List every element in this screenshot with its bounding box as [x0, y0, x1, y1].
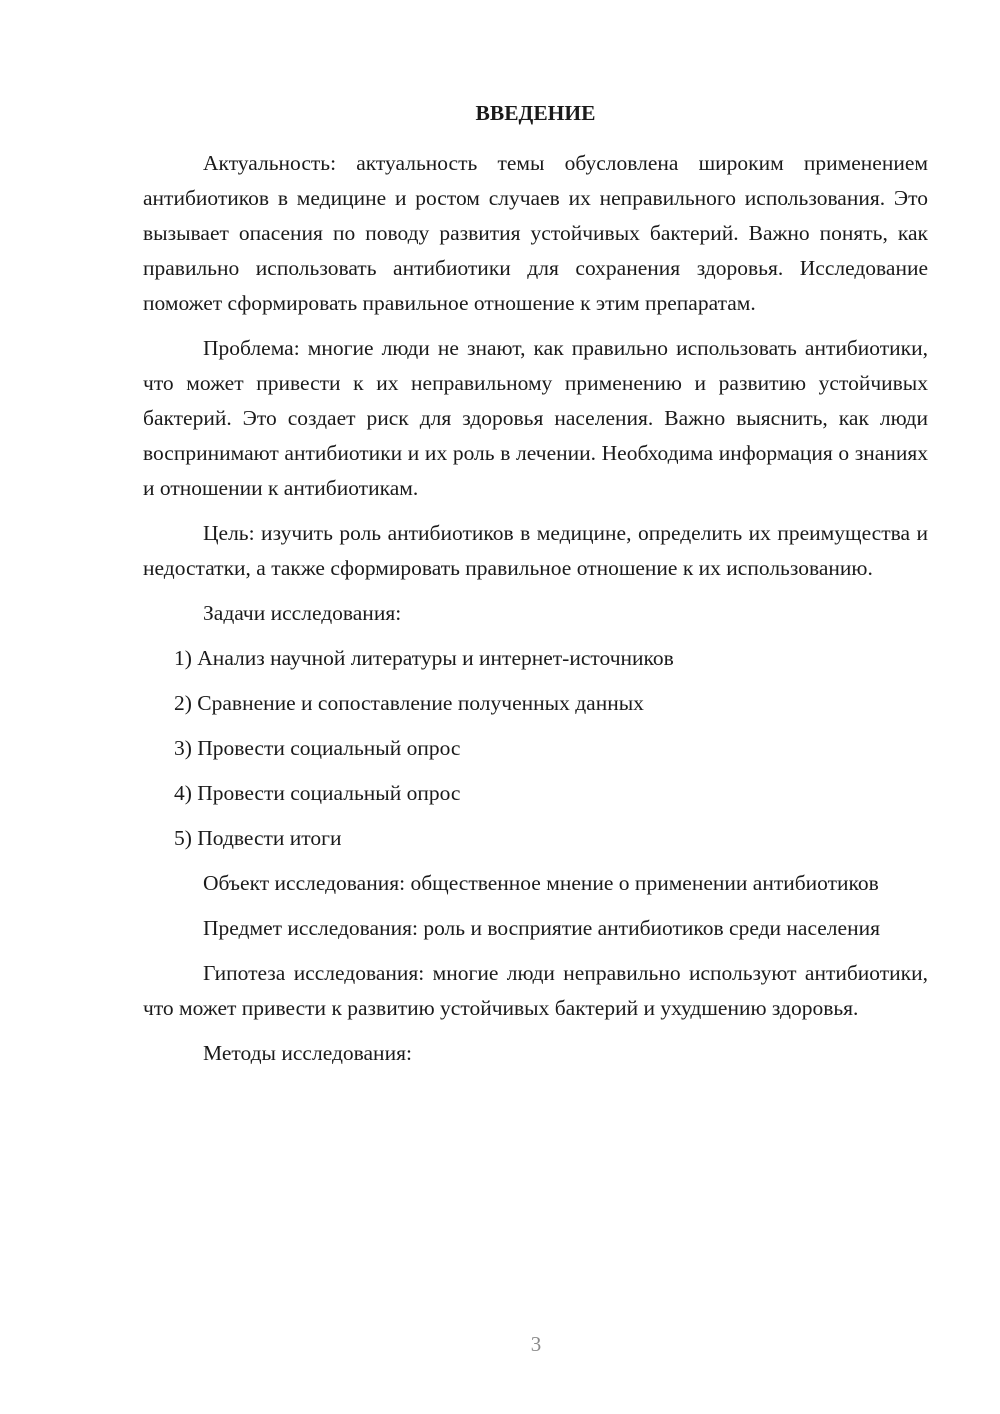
page-heading: ВВЕДЕНИЕ	[475, 101, 596, 125]
object-paragraph: Объект исследования: общественное мнение о применении антибиотиков	[203, 871, 879, 895]
subject-paragraph: Предмет исследования: роль и восприятие антибиотиков среди населения	[203, 916, 880, 940]
relevance-paragraph: Актуальность: актуальность темы обусловлена широким применением антибиотиков в медицине и ростом случаев их неправильного использования. Это вызывает опасения по поводу развития устойчивых бактерий. Важно понять, как правильно использовать антибиотики для сохранения здоровья. Исследование поможет сформировать правильное отношение к этим препаратам.	[143, 151, 928, 315]
list-item: 2) Сравнение и сопоставление полученных данных	[174, 691, 644, 715]
list-item: 4) Провести социальный опрос	[174, 781, 461, 805]
methods-label: Методы исследования:	[203, 1041, 412, 1065]
list-item: 3) Провести социальный опрос	[174, 736, 461, 760]
goal-paragraph: Цель: изучить роль антибиотиков в медицине, определить их преимущества и недостатки, а также сформировать правильное отношение к их использованию.	[143, 521, 928, 580]
tasks-list	[143, 641, 928, 856]
page-number: 3	[530, 1332, 542, 1356]
page-body	[143, 96, 928, 1071]
problem-paragraph: Проблема: многие люди не знают, как правильно использовать антибиотики, что может привести к их неправильному применению и развитию устойчивых бактерий. Это создает риск для здоровья населения. Важно выяснить, как люди воспринимают антибиотики и их роль в лечении. Необходима информация о знаниях и отношении к антибиотикам.	[143, 336, 928, 500]
tasks-label: Задачи исследования:	[203, 601, 402, 625]
list-item: 5) Подвести итоги	[174, 826, 342, 850]
list-item: 1) Анализ научной литературы и интернет-источников	[174, 646, 674, 670]
hypothesis-paragraph: Гипотеза исследования: многие люди неправильно используют антибиотики, что может привести к развитию устойчивых бактерий и ухудшению здоровья.	[143, 961, 928, 1020]
